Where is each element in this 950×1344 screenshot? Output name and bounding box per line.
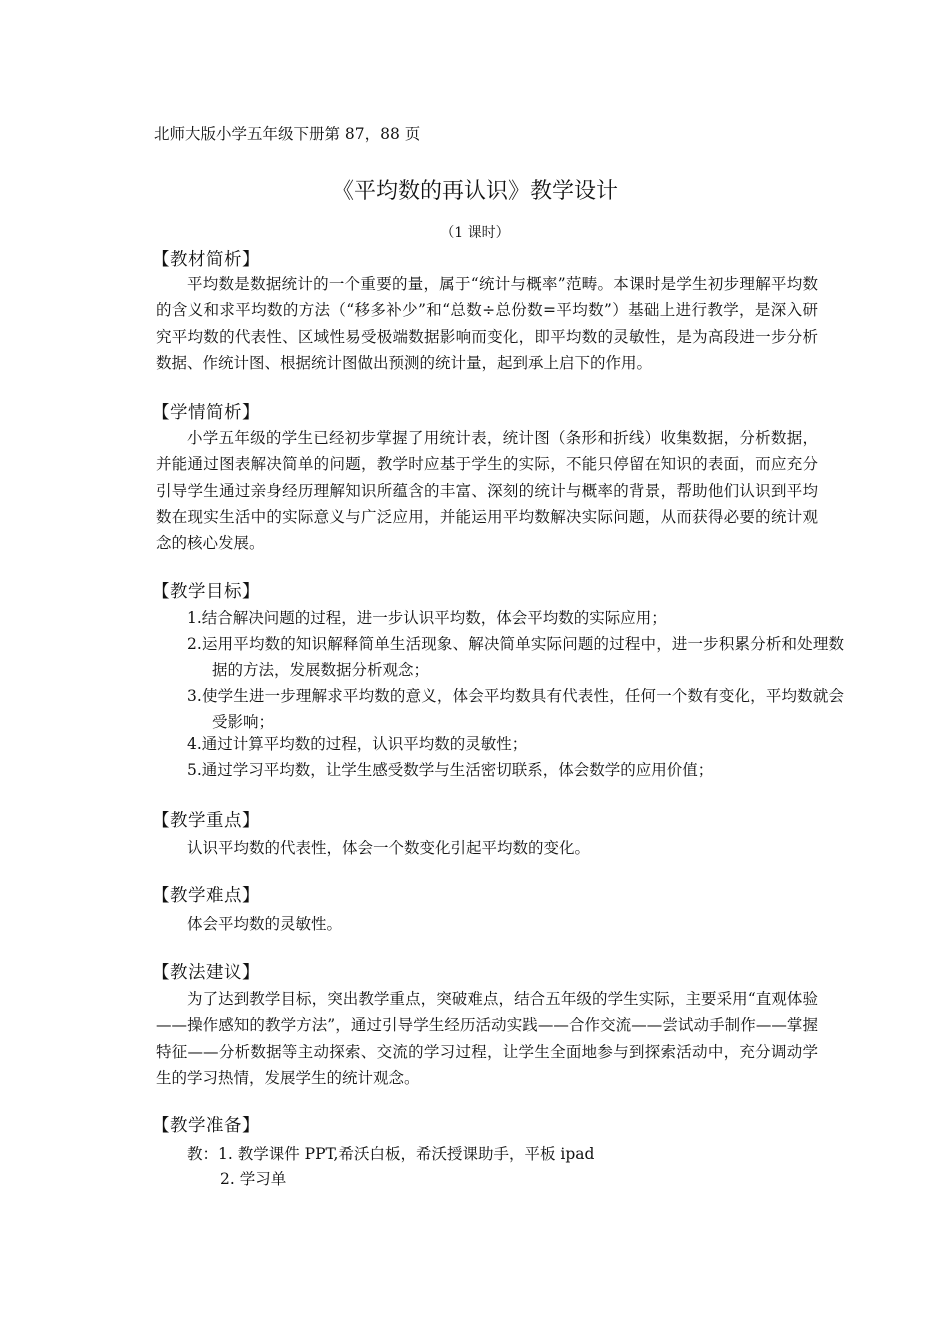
goal-item-5: 5.通过学习平均数，让学生感受数学与生活密切联系，体会数学的应用价值； xyxy=(187,761,714,779)
section-heading-goals: 【教学目标】 xyxy=(152,582,260,602)
section-heading-textbook: 【教材简析】 xyxy=(152,250,260,270)
goal-item-1: 1.结合解决问题的过程，进一步认识平均数，体会平均数的实际应用； xyxy=(187,609,667,627)
textbook-source: 北师大版小学五年级下册第 87，88 页 xyxy=(154,125,421,143)
section-heading-students: 【学情简析】 xyxy=(152,403,260,423)
section-body-method: 为了达到教学目标，突出教学重点，突破难点，结合五年级的学生实际，主要采用“直观体验——操作感知的教学方法”，通过引导学生经历活动实践——合作交流——尝试动手制作——掌握特征——分析数据等主动探索、交流的学习过程，让学生全面地参与到探索活动中，充分调动学生的学习热情，发展学生的统计观念。 xyxy=(156,990,818,1087)
section-body-students: 小学五年级的学生已经初步掌握了用统计表，统计图（条形和折线）收集数据，分析数据，并能通过图表解决简单的问题，教学时应基于学生的实际，不能只停留在知识的表面，而应充分引导学生通过亲身经历理解知识所蕴含的丰富、深刻的统计与概率的背景，帮助他们认识到平均数在现实生活中的实际意义与广泛应用，并能运用平均数解决实际问题，从而获得必要的统计观念的核心发展。 xyxy=(156,429,818,553)
goal-item-3: 3.使学生进一步理解求平均数的意义，体会平均数具有代表性，任何一个数有变化，平均数就会受影响； xyxy=(187,687,844,732)
section-body-difficulty: 体会平均数的灵敏性。 xyxy=(187,915,343,933)
section-body-key-point: 认识平均数的代表性，体会一个数变化引起平均数的变化。 xyxy=(187,839,591,857)
document-subtitle: （1 课时） xyxy=(440,225,510,241)
goal-item-2: 2.运用平均数的知识解释简单生活现象、解决简单实际问题的过程中，进一步积累分析和处理数据的方法，发展数据分析观念； xyxy=(187,635,844,680)
goal-item-4: 4.通过计算平均数的过程，认识平均数的灵敏性； xyxy=(187,735,528,753)
section-heading-difficulty: 【教学难点】 xyxy=(152,886,260,906)
section-heading-method: 【教法建议】 xyxy=(152,963,260,983)
section-heading-preparation: 【教学准备】 xyxy=(152,1116,260,1136)
document-title: 《平均数的再认识》教学设计 xyxy=(331,179,618,204)
preparation-line-1: 教：1. 教学课件 PPT,希沃白板，希沃授课助手，平板 ipad xyxy=(187,1145,595,1163)
section-heading-key-point: 【教学重点】 xyxy=(152,811,260,831)
preparation-line-2: 2. 学习单 xyxy=(220,1170,287,1188)
section-body-textbook: 平均数是数据统计的一个重要的量，属于“统计与概率”范畴。本课时是学生初步理解平均数的含义和求平均数的方法（“移多补少”和“总数÷总份数=平均数”）基础上进行教学，是深入研究平均数的代表性、区域性易受极端数据影响而变化，即平均数的灵敏性，是为高段进一步分析数据、作统计图、根据统计图做出预测的统计量，起到承上启下的作用。 xyxy=(156,275,818,372)
